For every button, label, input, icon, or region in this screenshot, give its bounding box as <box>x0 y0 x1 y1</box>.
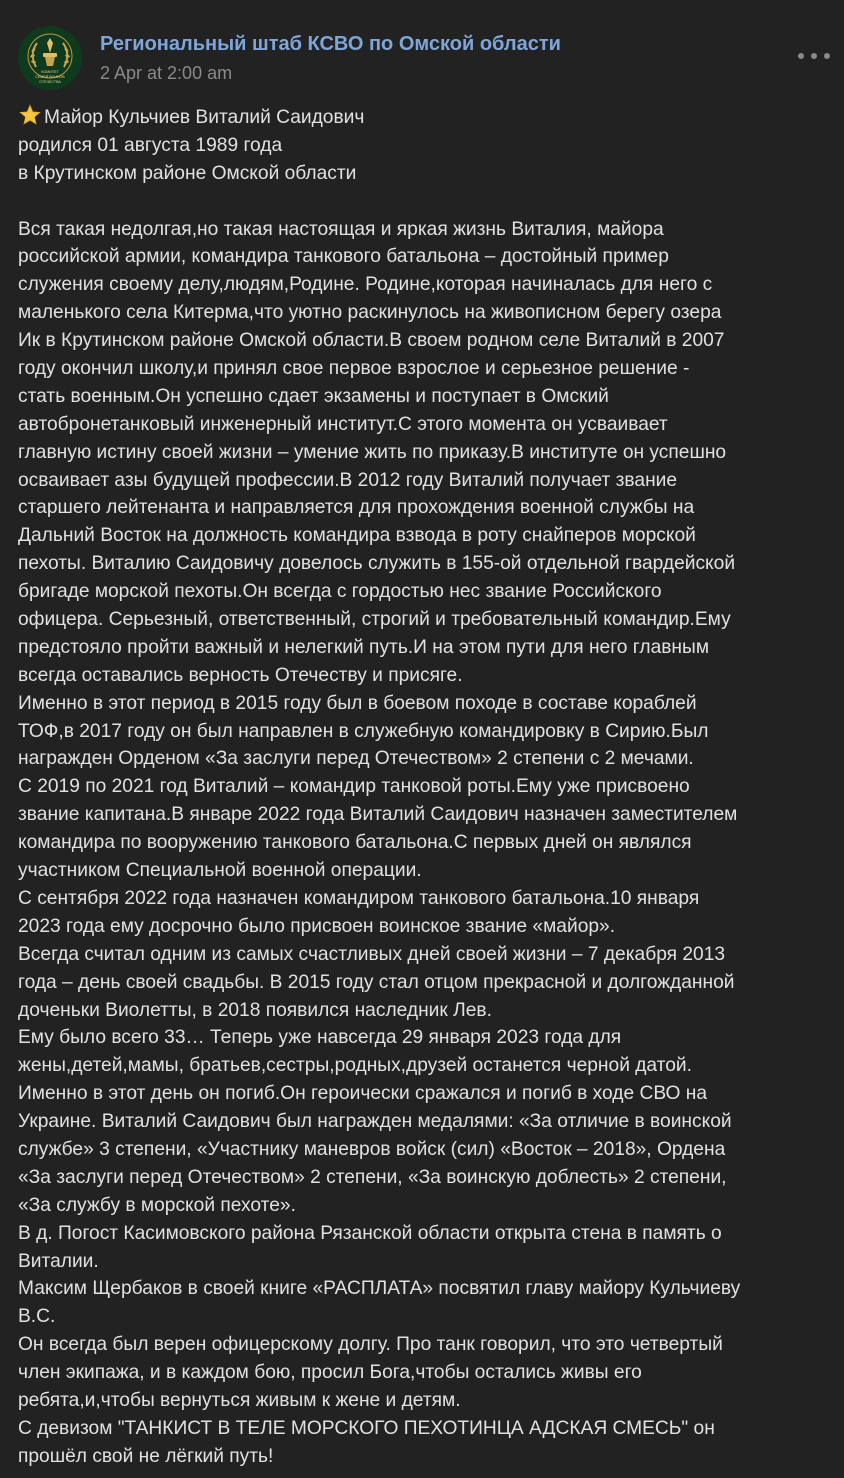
post-text-line: Максим Щербаков в своей книге «РАСПЛАТА» посвятил главу майору Кульчиеву <box>18 1278 741 1300</box>
post-text-line: всегда оставались верность Отечеству и присяге. <box>18 664 463 686</box>
post-text-line: награжден Орденом «За заслуги перед Отечеством» 2 степени с 2 мечами. <box>18 748 694 770</box>
post-text-line: 2023 года ему досрочно было присвоен воинское звание «майор». <box>18 915 616 937</box>
post-text-line: командира по вооружению танкового батальона.С первых дней он являлся <box>18 832 692 854</box>
post-header <box>100 30 561 86</box>
post-text-line: Украине. Виталий Саидович был награжден медалями: «За отличие в воинской <box>18 1111 732 1133</box>
post-text-line: Всегда считал одним из самых счастливых дней своей жизни – 7 декабря 2013 <box>18 943 726 965</box>
post-text-line: жены,детей,мамы, братьев,сестры,родных,друзей останется черной датой. <box>18 1055 692 1077</box>
post-text-line: Вся такая недолгая,но такая настоящая и яркая жизнь Виталия, майора <box>18 218 664 240</box>
post-text-line: российской армии, командира танкового батальона – достойный пример <box>18 246 669 268</box>
post-text-line: офицера. Серьезный, ответственный, строгий и требовательный командир.Ему <box>18 609 731 631</box>
post-text-line: родился 01 августа 1989 года <box>18 134 283 156</box>
post-text-line: Он всегда был верен офицерскому долгу. Про танк говорил, что это четвертый <box>18 1334 723 1356</box>
avatar[interactable] <box>18 26 82 90</box>
post-text-line: года – день своей свадьбы. В 2015 году стал отцом прекрасной и долгожданной <box>18 971 735 993</box>
laurel-emblem-icon <box>18 26 82 90</box>
post-text-line: доченьки Виолетты, в 2018 появился наследник Лев. <box>18 999 492 1021</box>
post-text-line <box>18 104 836 132</box>
post-text-line: Виталии. <box>18 1250 99 1272</box>
post-text-line: Ик в Крутинском районе Омской области.В своем родном селе Виталий в 2007 <box>18 330 725 352</box>
post-text-line: служения своему делу,людям,Родине. Родине,которая начиналась для него с <box>18 274 713 296</box>
post-text-line <box>18 188 836 216</box>
avatar-label: СЕМЕЙ ВОИНОВ <box>35 75 65 79</box>
more-horizontal-icon <box>798 53 804 59</box>
post-date-link[interactable]: 2 Apr at 2:00 am <box>100 63 233 83</box>
post-text-line: службе» 3 степени, «Участнику маневров войск (сил) «Восток – 2018», Ордена <box>18 1138 726 1160</box>
post-text-line: главную истину своей жизни – умение жить по приказу.В институте он успешно <box>18 441 727 463</box>
post-text-line: С девизом "ТАНКИСТ В ТЕЛЕ МОРСКОГО ПЕХОТИНЦА АДСКАЯ СМЕСЬ" он <box>18 1417 715 1439</box>
post-text-line: прошёл свой не лёгкий путь! <box>18 1445 274 1467</box>
post-text-line: Именно в этот период в 2015 году был в боевом походе в составе кораблей <box>18 692 697 714</box>
post-text-line: стать военным.Он успешно сдает экзамены и поступает в Омский <box>18 385 609 407</box>
post-text-line: С сентября 2022 года назначен командиром танкового батальона.10 января <box>18 887 700 909</box>
post-text-line: году окончил школу,и принял свое первое взрослое и серьезное решение - <box>18 358 690 380</box>
post-text-line: предстояло пройти важный и нелегкий путь.И на этом пути для него главным <box>18 636 710 658</box>
avatar-label: ОТЕЧЕСТВА <box>39 80 61 84</box>
post-body <box>18 104 836 1471</box>
post-text-line: В д. Погост Касимовского района Рязанской области открыта стена в память о <box>18 1222 722 1244</box>
post-text-line: Дальний Восток на должность командира взвода в роту снайперов морской <box>18 525 696 547</box>
post-text-line: маленького села Китерма,что уютно раскинулось на живописном берегу озера <box>18 302 722 324</box>
post-text-line: бригаде морской пехоты.Он всегда с гордостью нес звание Российского <box>18 581 662 603</box>
post-text-line: старшего лейтенанта и направляется для прохождения военной службы на <box>18 497 695 519</box>
author-name-link[interactable]: Региональный штаб КСВО по Омской области <box>100 33 561 55</box>
post-text-line: звание капитана.В январе 2022 года Виталий Саидович назначен заместителем <box>18 804 738 826</box>
post-text-line: в Крутинском районе Омской области <box>18 162 357 184</box>
star-emoji-icon <box>18 104 42 126</box>
post-text-line: автобронетанковый инженерный институт.С этого момента он усваивает <box>18 413 668 435</box>
post-text-line-content: Майор Кульчиев Виталий Саидович <box>44 107 365 128</box>
post-text-line: ребята,и,чтобы вернуться живым к жене и детям. <box>18 1389 461 1411</box>
post-text-line: ТОФ,в 2017 году он был направлен в служебную командировку в Сирию.Был <box>18 720 709 742</box>
post-text-line: С 2019 по 2021 год Виталий – командир танковой роты.Ему уже присвоено <box>18 776 690 798</box>
post-text-line: «За заслуги перед Отечеством» 2 степени, «За воинскую доблесть» 2 степени, <box>18 1166 727 1188</box>
more-horizontal-icon <box>824 53 830 59</box>
post-text-line: В.С. <box>18 1306 56 1328</box>
post-text-line: Именно в этот день он погиб.Он героически сражался и погиб в ходе СВО на <box>18 1083 708 1105</box>
post-text-line: осваивает азы будущей профессии.В 2012 году Виталий получает звание <box>18 469 678 491</box>
post-text-line: Ему было всего 33… Теперь уже навсегда 29 января 2023 года для <box>18 1027 622 1049</box>
post-text-line: участником Специальной военной операции. <box>18 860 422 882</box>
more-options-button[interactable] <box>798 46 830 66</box>
post-text-line: член экипажа, и в каждом бою, просил Бога,чтобы остались живы его <box>18 1362 642 1384</box>
post-text-line: пехоты. Виталию Саидовичу довелось служить в 155-ой отдельной гвардейской <box>18 553 736 575</box>
avatar-label: КОМИТЕТ <box>41 70 59 74</box>
more-horizontal-icon <box>811 53 817 59</box>
post-text-line: «За службу в морской пехоте». <box>18 1194 296 1216</box>
